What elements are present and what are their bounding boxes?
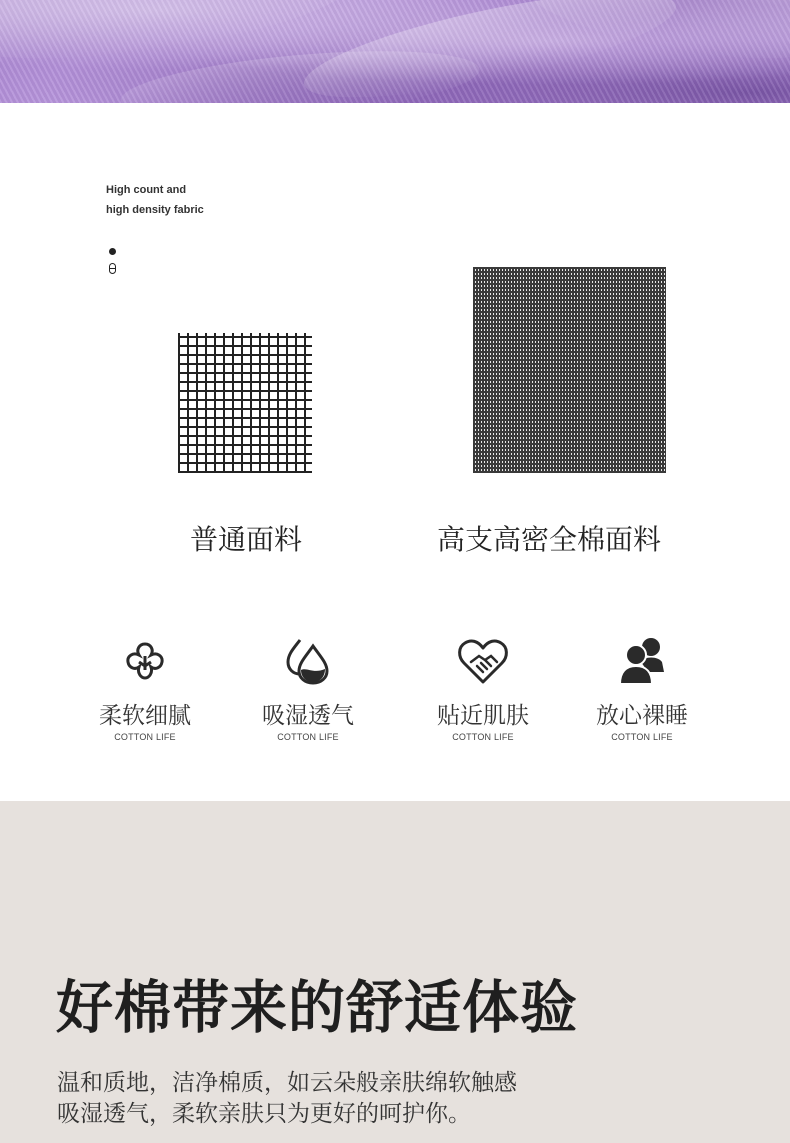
feature-subtitle: COTTON LIFE — [611, 732, 673, 742]
cotton-flower-icon — [117, 632, 173, 688]
feature-soft — [65, 632, 225, 742]
normal-fabric-label: 普通面料 — [190, 523, 303, 556]
feature-title: 放心裸睡 — [596, 703, 688, 729]
headline: 好棉带来的舒适体验 — [56, 975, 578, 1041]
feature-subtitle: COTTON LIFE — [452, 732, 514, 742]
description-line1: 温和质地，洁净棉质，如云朵般亲肤绵软触感 — [57, 1070, 517, 1096]
feature-breathable — [228, 632, 388, 742]
feature-subtitle: COTTON LIFE — [277, 732, 339, 742]
fabric-caption-line2: high density fabric — [106, 204, 204, 216]
feature-title: 吸湿透气 — [262, 703, 354, 729]
purple-fabric-photo — [0, 0, 790, 103]
dot-icon — [109, 248, 116, 255]
description — [57, 1068, 757, 1130]
high-density-fabric-label: 高支高密全棉面料 — [437, 523, 662, 556]
feature-sleep — [562, 632, 722, 742]
people-icon — [614, 632, 670, 688]
fabric-caption-line1: High count and — [106, 184, 187, 196]
heart-handshake-icon — [455, 632, 511, 688]
feature-title: 柔软细腻 — [99, 703, 191, 729]
dense-fabric-weave-pattern — [473, 267, 666, 473]
feature-subtitle: COTTON LIFE — [114, 732, 176, 742]
description-line2: 吸湿透气，柔软亲肤只为更好的呵护你。 — [57, 1101, 471, 1127]
feature-title: 贴近肌肤 — [437, 703, 529, 729]
water-drop-icon — [280, 632, 336, 688]
fabric-caption — [106, 180, 306, 220]
feature-skin-friendly — [403, 632, 563, 742]
ring-icon — [109, 263, 116, 274]
normal-fabric-weave-pattern — [178, 333, 312, 473]
